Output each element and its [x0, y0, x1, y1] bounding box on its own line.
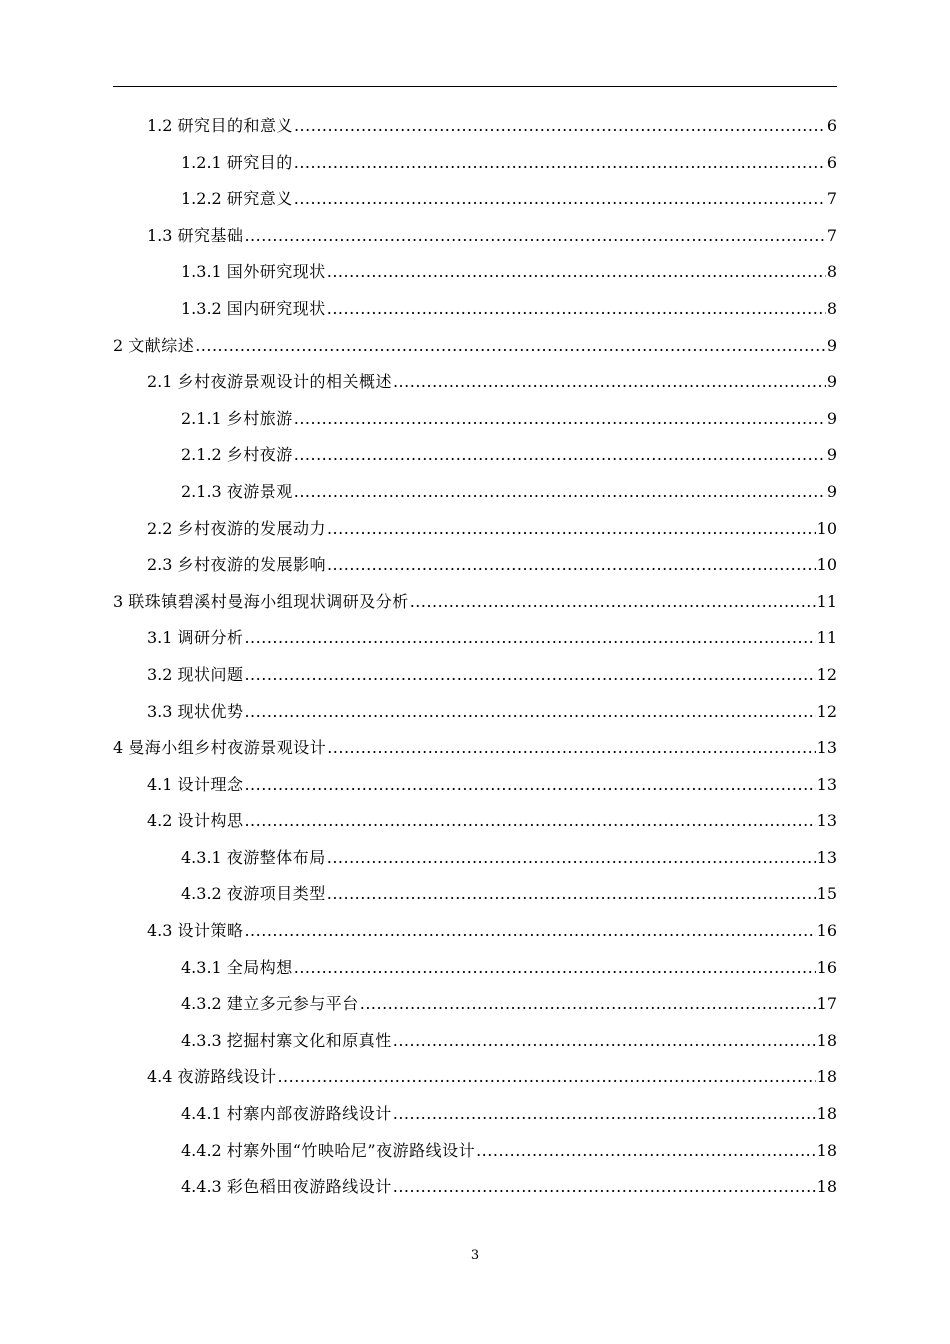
toc-entry-title: 联珠镇碧溪村曼海小组现状调研及分析: [128, 591, 409, 611]
toc-entry-title: 设计策略: [177, 921, 244, 941]
toc-entry-title: 夜游项目类型: [226, 884, 326, 904]
toc-entry-page: 18: [816, 1067, 837, 1087]
toc-entry[interactable]: [113, 767, 837, 804]
toc-entry-title: 挖掘村寨文化和原真性: [226, 1030, 392, 1050]
dot-leader: [294, 401, 826, 438]
dot-leader: [393, 1023, 816, 1060]
toc-entry-number: 4.3.2: [181, 994, 222, 1014]
toc-entry-title: 乡村夜游景观设计的相关概述: [177, 372, 392, 392]
dot-leader: [244, 803, 815, 840]
toc-entry-number: 3.2: [147, 664, 173, 684]
toc-entry-number: 1.2: [147, 116, 173, 135]
dot-leader: [294, 474, 826, 511]
toc-entry[interactable]: [113, 657, 837, 694]
toc-entry[interactable]: [113, 584, 837, 621]
toc-entry-number: 1.3.2: [181, 298, 222, 318]
toc-entry-page: 9: [826, 481, 837, 501]
toc-entry-title: 夜游景观: [226, 481, 293, 501]
dot-leader: [360, 986, 816, 1023]
toc-entry[interactable]: [113, 1023, 837, 1060]
toc-entry-page: 8: [826, 262, 837, 282]
dot-leader: [327, 547, 816, 584]
toc-entry-title: 研究目的: [226, 152, 293, 172]
dot-leader: [327, 730, 815, 767]
toc-entry[interactable]: [113, 950, 837, 987]
dot-leader: [327, 254, 826, 291]
dot-leader: [244, 767, 815, 804]
toc-entry[interactable]: [113, 218, 837, 255]
toc-entry-title: 村寨内部夜游路线设计: [226, 1104, 392, 1124]
toc-entry-number: 1.2.2: [181, 189, 222, 209]
toc-entry-number: 4.4.2: [181, 1140, 222, 1160]
toc-entry-title: 国外研究现状: [226, 262, 326, 282]
toc-entry[interactable]: [113, 840, 837, 877]
toc-entry-number: 4.2: [147, 811, 173, 831]
dot-leader: [294, 181, 826, 218]
toc-entry-title: 研究意义: [226, 189, 293, 209]
dot-leader: [327, 511, 816, 548]
toc-entry-number: 2.1.3: [181, 481, 222, 501]
toc-entry[interactable]: [113, 620, 837, 657]
toc-entry[interactable]: [113, 803, 837, 840]
toc-entry-page: 15: [816, 884, 837, 904]
toc-entry[interactable]: [113, 291, 837, 328]
dot-leader: [244, 913, 815, 950]
dot-leader: [476, 1133, 816, 1170]
toc-entry[interactable]: [113, 1169, 837, 1206]
toc-entry-number: 4.1: [147, 774, 173, 794]
toc-entry-number: 2.1: [147, 372, 173, 392]
toc-entry-page: 12: [816, 701, 837, 721]
toc-entry-title: 设计理念: [177, 774, 244, 794]
toc-entry-page: 18: [816, 1140, 837, 1160]
toc-entry-title: 调研分析: [177, 628, 244, 648]
dot-leader: [294, 145, 826, 182]
toc-entry[interactable]: [113, 913, 837, 950]
toc-entry-number: 4.3.2: [181, 884, 222, 904]
toc-entry[interactable]: [113, 328, 837, 365]
table-of-contents: [113, 108, 837, 1206]
page-number: 3: [470, 1248, 480, 1263]
toc-entry-page: 9: [826, 408, 837, 428]
toc-entry-number: 2.1.1: [181, 408, 222, 428]
toc-entry-title: 设计构思: [177, 811, 244, 831]
toc-entry-number: 4.3: [147, 921, 173, 941]
toc-entry[interactable]: [113, 1096, 837, 1133]
toc-entry-page: 18: [816, 1030, 837, 1050]
toc-entry-page: 11: [816, 628, 837, 648]
dot-leader: [294, 108, 826, 145]
toc-entry-page: 7: [826, 189, 837, 209]
toc-entry-number: 4.3.3: [181, 1030, 222, 1050]
toc-entry-number: 2: [113, 335, 124, 355]
toc-entry-page: 12: [816, 664, 837, 684]
toc-entry-number: 3: [113, 591, 124, 611]
toc-entry[interactable]: [113, 876, 837, 913]
toc-entry-title: 夜游路线设计: [177, 1067, 277, 1087]
toc-entry[interactable]: [113, 364, 837, 401]
toc-entry-page: 9: [826, 445, 837, 465]
toc-entry-title: 文献综述: [128, 335, 195, 355]
toc-entry-number: 4.4.3: [181, 1177, 222, 1197]
toc-entry-title: 现状问题: [177, 664, 244, 684]
toc-entry[interactable]: [113, 401, 837, 438]
toc-entry-page: 9: [826, 372, 837, 392]
toc-entry-number: 3.1: [147, 628, 173, 648]
toc-entry[interactable]: [113, 254, 837, 291]
toc-entry-title: 研究目的和意义: [177, 116, 293, 135]
dot-leader: [327, 291, 826, 328]
toc-entry-page: 10: [816, 518, 837, 538]
toc-entry[interactable]: [113, 986, 837, 1023]
dot-leader: [244, 694, 815, 731]
dot-leader: [410, 584, 816, 621]
toc-entry-title: 村寨外围“竹映哈尼”夜游路线设计: [226, 1140, 476, 1160]
toc-entry-title: 乡村旅游: [226, 408, 293, 428]
dot-leader: [327, 840, 816, 877]
dot-leader: [393, 1096, 816, 1133]
toc-entry-number: 2.3: [147, 555, 173, 575]
toc-entry[interactable]: [113, 1059, 837, 1096]
toc-entry-page: 18: [816, 1104, 837, 1124]
toc-entry-title: 彩色稻田夜游路线设计: [226, 1177, 392, 1197]
toc-entry-page: 13: [816, 811, 837, 831]
toc-entry-page: 13: [816, 774, 837, 794]
toc-entry-page: 17: [816, 994, 837, 1014]
toc-entry-number: 3.3: [147, 701, 173, 721]
toc-entry-number: 1.3.1: [181, 262, 222, 282]
toc-entry-page: 13: [816, 738, 837, 758]
toc-entry[interactable]: [113, 145, 837, 182]
toc-entry-page: 9: [826, 335, 837, 355]
toc-entry-number: 4.3.1: [181, 957, 222, 977]
toc-entry-page: 16: [816, 957, 837, 977]
toc-entry-page: 10: [816, 555, 837, 575]
toc-entry-title: 全局构想: [226, 957, 293, 977]
toc-entry-number: 1.2.1: [181, 152, 222, 172]
toc-entry-page: 6: [826, 116, 837, 135]
dot-leader: [294, 437, 826, 474]
toc-entry-page: 16: [816, 921, 837, 941]
dot-leader: [393, 364, 826, 401]
toc-entry-page: 18: [816, 1177, 837, 1197]
toc-entry[interactable]: [113, 181, 837, 218]
toc-entry[interactable]: [113, 730, 837, 767]
dot-leader: [277, 1059, 815, 1096]
toc-entry-number: 4.4: [147, 1067, 173, 1087]
toc-entry-number: 1.3: [147, 225, 173, 245]
toc-entry[interactable]: [113, 547, 837, 584]
header-rule: [113, 86, 837, 87]
dot-leader: [244, 620, 815, 657]
toc-entry-title: 曼海小组乡村夜游景观设计: [128, 738, 327, 758]
toc-entry-title: 现状优势: [177, 701, 244, 721]
toc-entry-page: 7: [826, 225, 837, 245]
toc-entry-number: 4.3.1: [181, 847, 222, 867]
dot-leader: [294, 950, 816, 987]
toc-entry[interactable]: [113, 437, 837, 474]
dot-leader: [393, 1169, 816, 1206]
toc-entry-title: 乡村夜游的发展动力: [177, 518, 326, 538]
toc-entry[interactable]: [113, 694, 837, 731]
toc-entry-title: 乡村夜游: [226, 445, 293, 465]
toc-entry-title: 建立多元参与平台: [226, 994, 359, 1014]
toc-entry-number: 2.1.2: [181, 445, 222, 465]
toc-entry-page: 13: [816, 847, 837, 867]
toc-entry-title: 研究基础: [177, 225, 244, 245]
dot-leader: [244, 218, 825, 255]
dot-leader: [327, 876, 816, 913]
toc-entry-page: 8: [826, 298, 837, 318]
toc-entry-number: 4: [113, 738, 124, 758]
toc-entry[interactable]: [113, 511, 837, 548]
toc-entry-number: 2.2: [147, 518, 173, 538]
toc-entry-page: 11: [816, 591, 837, 611]
toc-entry-title: 乡村夜游的发展影响: [177, 555, 326, 575]
toc-entry-title: 国内研究现状: [226, 298, 326, 318]
toc-entry-title: 夜游整体布局: [226, 847, 326, 867]
dot-leader: [195, 328, 826, 365]
toc-entry[interactable]: [113, 474, 837, 511]
toc-entry-number: 4.4.1: [181, 1104, 222, 1124]
toc-entry[interactable]: [113, 108, 837, 145]
toc-entry-page: 6: [826, 152, 837, 172]
dot-leader: [244, 657, 815, 694]
toc-entry[interactable]: [113, 1133, 837, 1170]
